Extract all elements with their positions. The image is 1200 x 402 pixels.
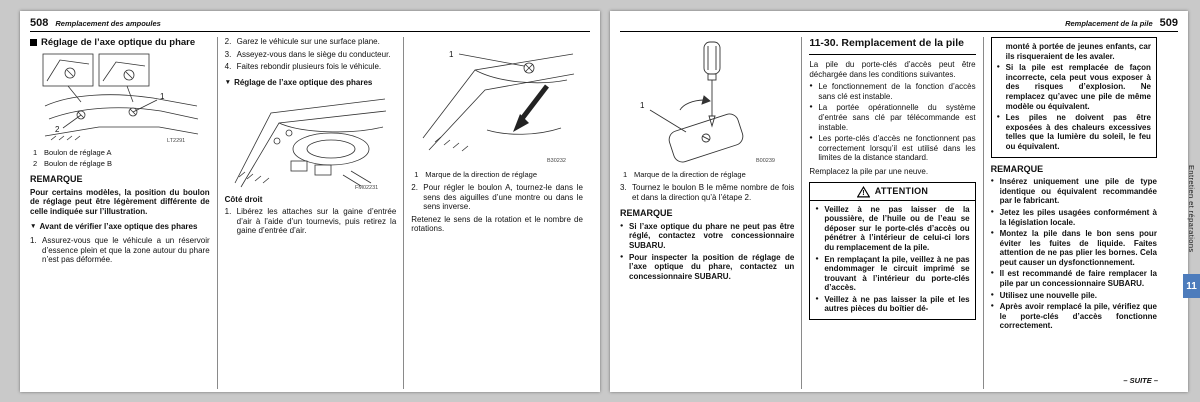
remarque-heading: REMARQUE — [990, 163, 1044, 174]
attention-bullet: ● Veillez à ne pas laisser de la poussière, de l’huile ou de l’eau se déposer sur le porte-clés d’accès ou pénétrer à l’intérieur de celui-ci lors du remplacement de la pile. — [815, 205, 969, 253]
remarque-bullet: ● Pour inspecter la position de réglage de l’axe optique du phare, contactez un concessionnaire SUBARU. — [620, 253, 794, 282]
step-number: 1. — [30, 235, 37, 245]
step-text: Libérez les attaches sur la gaine d’entrée d’air à l’aide d’un tournevis, puis retirez la gaine d’entrée d’air. — [236, 206, 397, 236]
attention-bullet: ● Veillez à ne pas laisser la pile et les autres pièces du boîtier dé- — [815, 295, 969, 314]
sub-heading-adjust-axis: ▼ Réglage de l’axe optique des phares — [225, 78, 397, 89]
side-label: Côté droit — [224, 195, 263, 205]
figure-code: FM02231 — [355, 185, 379, 192]
attention-title: ATTENTION — [874, 185, 929, 196]
remarque-heading: REMARQUE — [620, 208, 673, 219]
step-number: 4. — [224, 62, 232, 72]
intro-text: La pile du porte-clés d’accès peut être déchargée dans les conditions suivantes. — [809, 60, 976, 79]
remarque-bullet: ● Insérez uniquement une pile de type identique ou équivalent recommandée par le fabricant. — [991, 177, 1157, 206]
step-item — [225, 37, 397, 47]
suite-footer: – SUITE – — [1123, 376, 1158, 385]
step-text: Assurez-vous que le véhicule a un réservoir d’essence plein et que la zone autour du phare n’est pas déformée. — [42, 235, 210, 265]
left-column-1 — [30, 37, 217, 389]
legend-text: Boulon de réglage B — [44, 159, 112, 168]
legend-number: 1 — [623, 170, 628, 179]
right-column-2 — [801, 37, 982, 389]
legend-row — [414, 170, 583, 179]
remarque-bullet: ● Jetez les piles usagées conformément à la législation locale. — [991, 208, 1157, 227]
remarque-bullet: ● Montez la pile dans le bon sens pour éviter les fuites de liquide. Faites attention de ne pas plier les bornes. Cela peut causer un dysfonctionnement. — [991, 229, 1157, 267]
step-text: Pour régler le boulon A, tournez-le dans le sens des aiguilles d’une montre ou dans le sens inverse. — [423, 183, 583, 212]
page-number: 508 — [30, 17, 49, 29]
rotation-note: Retenez le sens de la rotation et le nombre de rotations. — [411, 214, 583, 234]
attention-bullet: ● Si la pile est remplacée de façon incorrecte, cela peut vous exposer à des risques d’explosion. Ne remplacez qu’avec une pile de même modèle ou équivalent. — [997, 63, 1151, 111]
figure-code: LT2291 — [166, 138, 186, 144]
legend-row — [623, 170, 794, 179]
step-number: 2. — [224, 37, 232, 46]
right-column-1 — [620, 37, 801, 389]
adjust-direction-figure — [411, 38, 583, 166]
page-number: 509 — [1159, 17, 1178, 29]
left-page-columns — [30, 37, 590, 389]
attention-continuation-box — [991, 37, 1157, 158]
figure-code: B30232 — [547, 158, 567, 164]
legend-text: Boulon de réglage A — [44, 148, 112, 157]
engine-bay-figure — [225, 91, 397, 191]
remarque-bullet: ● Il est recommandé de faire remplacer la pile par un concessionnaire SUBARU. — [991, 269, 1157, 288]
remarque-bullet: ● Après avoir remplacé la pile, vérifiez que le porte-clés d’accès fonctionne correctement. — [991, 302, 1157, 331]
step-number: 1. — [224, 206, 232, 216]
legend-number: 2 — [33, 159, 38, 168]
page-header-right — [620, 17, 1178, 32]
chapter-side-label: Entretien et réparations — [1187, 165, 1196, 253]
remarque-bullet: ● Utilisez une nouvelle pile. — [991, 291, 1157, 301]
section-title — [30, 37, 210, 48]
chapter-title: 11-30. Remplacement de la pile — [809, 37, 975, 55]
attention-body — [810, 201, 974, 320]
step-item — [411, 183, 583, 212]
legend-row — [33, 148, 210, 157]
figure-callout-1: 1 — [159, 92, 165, 101]
page-509 — [610, 11, 1188, 392]
legend-number: 1 — [33, 148, 38, 157]
step-number: 2. — [411, 183, 418, 192]
attention-box — [809, 182, 975, 321]
section-title-text: Réglage de l’axe optique du phare — [41, 37, 196, 48]
step-number: 3. — [620, 183, 627, 192]
running-header: Remplacement de la pile — [1065, 19, 1153, 28]
step-item — [225, 62, 397, 72]
svg-text:!: ! — [861, 188, 865, 197]
step-text: Garez le véhicule sur une surface plane. — [236, 37, 380, 46]
left-column-2 — [217, 37, 404, 389]
legend-row — [33, 159, 210, 168]
step-item — [225, 50, 397, 60]
legend-number: 1 — [414, 170, 419, 179]
warning-triangle-icon — [857, 186, 870, 198]
remarque-bullet: ● Si l’axe optique du phare ne peut pas être réglé, contactez votre concessionnaire SUBARU. — [620, 222, 794, 251]
page-508 — [20, 11, 600, 392]
step-item — [225, 207, 397, 236]
chapter-tab: 11 — [1183, 274, 1200, 298]
condition-bullet: ● Le fonctionnement de la fonction d’accès sans clé est instable. — [809, 82, 975, 101]
step-item — [620, 183, 794, 202]
step-text: Faites rebondir plusieurs fois le véhicule. — [236, 62, 382, 72]
running-header: Remplacement des ampoules — [55, 19, 161, 28]
step-text: Asseyez-vous dans le siège du conducteur. — [236, 49, 391, 59]
screwdriver-fob-figure — [620, 38, 794, 166]
figure-code: B00239 — [756, 158, 776, 164]
right-column-3 — [983, 37, 1164, 389]
step-text: Tournez le boulon B le même nombre de fois et dans la direction qu’à l’étape 2. — [632, 183, 795, 202]
condition-bullet: ● Les porte-clés d’accès ne fonctionnent pas correctement lorsqu’il est utilisé dans les limites de la distance standard. — [809, 134, 975, 163]
legend-text: Marque de la direction de réglage — [634, 170, 746, 179]
engine-bay-illustration — [231, 91, 389, 191]
remarque-text: Pour certains modèles, la position du boulon de réglage peut être légèrement différente de celle indiquée sur l’illustration. — [30, 187, 210, 216]
attention-header — [810, 183, 974, 201]
figure-callout-1: 1 — [449, 50, 454, 59]
figure-callout-2: 2 — [54, 125, 60, 134]
screwdriver-fob-illustration — [628, 38, 786, 166]
step-number: 3. — [224, 49, 232, 59]
adjust-direction-illustration — [417, 38, 577, 166]
attention-bullet: ● Les piles ne doivent pas être exposées à des chaleurs excessives telles que la lumière du soleil, le feu ou équivalent. — [997, 113, 1151, 151]
square-marker-icon — [30, 39, 37, 46]
figure-callout-1: 1 — [640, 101, 645, 110]
left-column-3 — [403, 37, 590, 389]
replace-note: Remplacez la pile par une neuve. — [809, 166, 929, 176]
page-header-left — [30, 17, 590, 32]
legend-text: Marque de la direction de réglage — [425, 170, 538, 179]
headlight-bolt-figure — [30, 52, 210, 144]
sub-heading-verify-axis: ▼ Avant de vérifier l’axe optique des phares — [30, 222, 210, 233]
condition-bullet: ● La portée opérationnelle du système d’entrée sans clé par télécommande est instable. — [809, 103, 975, 132]
attention-bullet: ● En remplaçant la pile, veillez à ne pas endommager le circuit imprimé se trouvant à l’intérieur du porte-clés d’accès. — [815, 255, 969, 293]
attention-continuation-text: monté à portée de jeunes enfants, car ils risqueraient de les avaler. — [1005, 42, 1151, 61]
step-item — [30, 236, 210, 265]
headlight-bolt-illustration — [41, 52, 199, 144]
remarque-heading: REMARQUE — [30, 174, 83, 184]
right-page-columns — [620, 37, 1164, 389]
